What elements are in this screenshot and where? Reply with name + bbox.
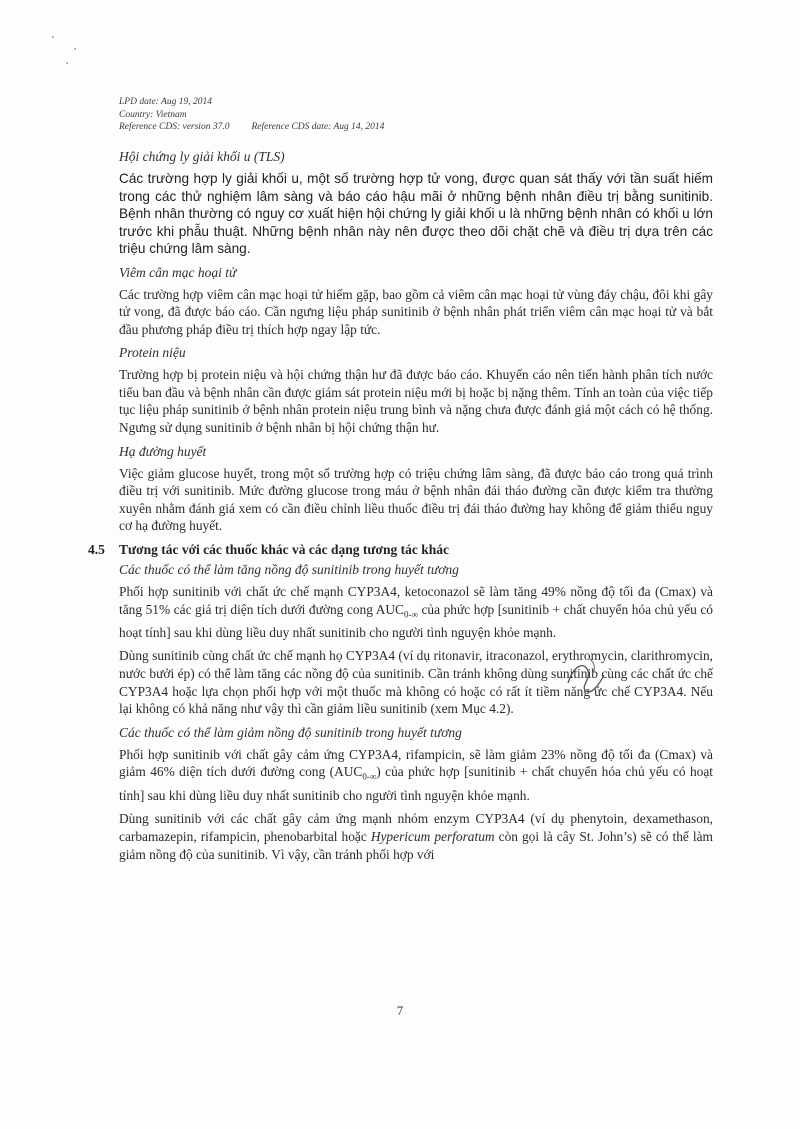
- country: Country: Vietnam: [119, 109, 187, 120]
- document-metadata: [119, 96, 384, 134]
- paragraph-ketoconazol: Phối hợp sunitinib với chất ức chế mạnh CYP3A4, ketoconazol sẽ làm tăng 49% nồng độ tối đa (Cmax) và tăng 51% các giá trị diện tích dưới đường cong $AUC_{0-\infty}$ của phức hợp [sunitinib + chất chuyển hóa chủ yếu có hoạt tính] sau khi dùng liều duy nhất sunitinib cho người tình nguyện khỏe mạnh.: [119, 584, 714, 640]
- paragraph-cyp3a4-inhibitors: Dùng sunitinib cùng chất ức chế mạnh họ CYP3A4 (ví dụ ritonavir, itraconazol, erythromycin, clarithromycin, nước bưởi ép) có thể làm tăng các nồng độ của sunitinib. Cần tránh không dùng sunitinib cùng các chất ức chế CYP3A4 hoặc lựa chọn phối hợp với một thuốc mà không có hoặc có rất ít tiềm năng ức chế CYP3A4. Nếu lại không có khả năng như vậy thì cần giảm liều sunitinib (xem Mục 4.2).: [119, 648, 713, 717]
- paragraph-cyp3a4-inducers: Dùng sunitinib với các chất gây cảm ứng mạnh nhóm enzym CYP3A4 (ví dụ phenytoin, dexamethason, carbamazepin, rifampicin, phenobarbital hoặc Hypericum perforatum còn gọi là cây St. John’s) sẽ có thể làm giảm nồng độ của sunitinib. Vì vậy, cần tránh phối hợp với: [119, 811, 713, 862]
- paragraph-rifampicin: Phối hợp sunitinib với chất gây cảm ứng CYP3A4, rifampicin, sẽ làm giảm 23% nồng độ tối đa (Cmax) và giảm 46% diện tích dưới đường cong $(AUC_{0-\infty})$ của phức hợp [sunitinib + chất chuyển hóa chủ yếu có hoạt tính] sau khi dùng liều duy nhất sunitinib cho người tình nguyện khỏe mạnh.: [119, 746, 714, 803]
- page-number: 7: [396, 1003, 404, 1018]
- pen-scribble-mark: [560, 653, 610, 697]
- subheading-increase-sunitinib: Các thuốc có thể làm tăng nồng độ sunitinib trong huyết tương: [119, 562, 459, 578]
- scan-speck: [74, 48, 76, 50]
- reference-version: Reference CDS: version 37.0: [119, 122, 230, 132]
- subheading-tls: Hội chứng ly giải khối u (TLS): [119, 149, 285, 164]
- subheading-proteinuria: Protein niệu: [119, 345, 186, 361]
- reference-line: [119, 121, 384, 134]
- scan-speck: [66, 62, 68, 64]
- section-number: 4.5: [88, 542, 105, 558]
- hypericum-italic: Hypericum perforatum: [370, 828, 495, 844]
- paragraph-proteinuria: Trường hợp bị protein niệu và hội chứng thận hư đã được báo cáo. Khuyến cáo nên tiến hành phân tích nước tiểu ban đầu và bệnh nhân cần được giám sát protein niệu mới bị hoặc bị nặng thêm. Tính an toàn của việc tiếp tục liệu pháp sunitinib ở bệnh nhân protein niệu trung bình và nặng chưa được đánh giá một cách có hệ thống. Ngưng sử dụng sunitinib ở bệnh nhân bị hội chứng thận hư.: [119, 367, 713, 436]
- paragraph-hypoglycemia: Việc giảm glucose huyết, trong một số trường hợp có triệu chứng lâm sàng, đã được báo cáo trong quá trình điều trị với sunitinib. Mức đường glucose trong máu ở bệnh nhân đái tháo đường cần được kiểm tra thường xuyên nhằm đánh giá xem có cần điều chỉnh liều thuốc điều trị đái tháo đường hay không để giảm thiểu nguy cơ hạ đường huyết.: [119, 465, 713, 534]
- page-content: [88, 148, 714, 869]
- lpd-date: LPD date: Aug 19, 2014: [119, 97, 212, 107]
- reference-date: Reference CDS date: Aug 14, 2014: [251, 122, 385, 132]
- section-title: Tương tác với các thuốc khác và các dạng tương tác khác: [119, 542, 449, 558]
- auc-subscript: 0-∞: [362, 772, 377, 783]
- paragraph-necrotizing-fasciitis: Các trường hợp viêm cân mạc hoại tử hiếm gặp, bao gồm cả viêm cân mạc hoại tử vùng đáy chậu, đôi khi gây tử vong, đã được báo cáo. Cần ngưng liệu pháp sunitinib ở bệnh nhân phát triển viêm cân mạc hoại tử và bắt đầu phương pháp điều trị thích hợp ngay lập tức.: [119, 286, 713, 337]
- subheading-decrease-sunitinib: Các thuốc có thể làm giảm nồng độ sunitinib trong huyết tương: [119, 724, 462, 740]
- paragraph-tls: Các trường hợp ly giải khối u, một số trường hợp tử vong, được quan sát thấy với tần suất hiếm trong các thử nghiệm lâm sàng và báo cáo hậu mãi ở những bệnh nhân điều trị bằng sunitinib. Bệnh nhân thường có nguy cơ xuất hiện hội chứng ly giải khối u là những bệnh nhân có khối u lớn trước khi phẫu thuật. Những bệnh nhân này nên được theo dõi chặt chẽ và điều trị dựa trên các triệu chứng lâm sàng.: [119, 171, 713, 256]
- section-heading-4-5: [88, 541, 713, 559]
- subheading-hypoglycemia: Hạ đường huyết: [119, 443, 207, 459]
- subheading-necrotizing-fasciitis: Viêm cân mạc hoại tử: [119, 264, 237, 280]
- scan-speck: [52, 36, 54, 38]
- auc-subscript: 0-∞: [403, 609, 418, 620]
